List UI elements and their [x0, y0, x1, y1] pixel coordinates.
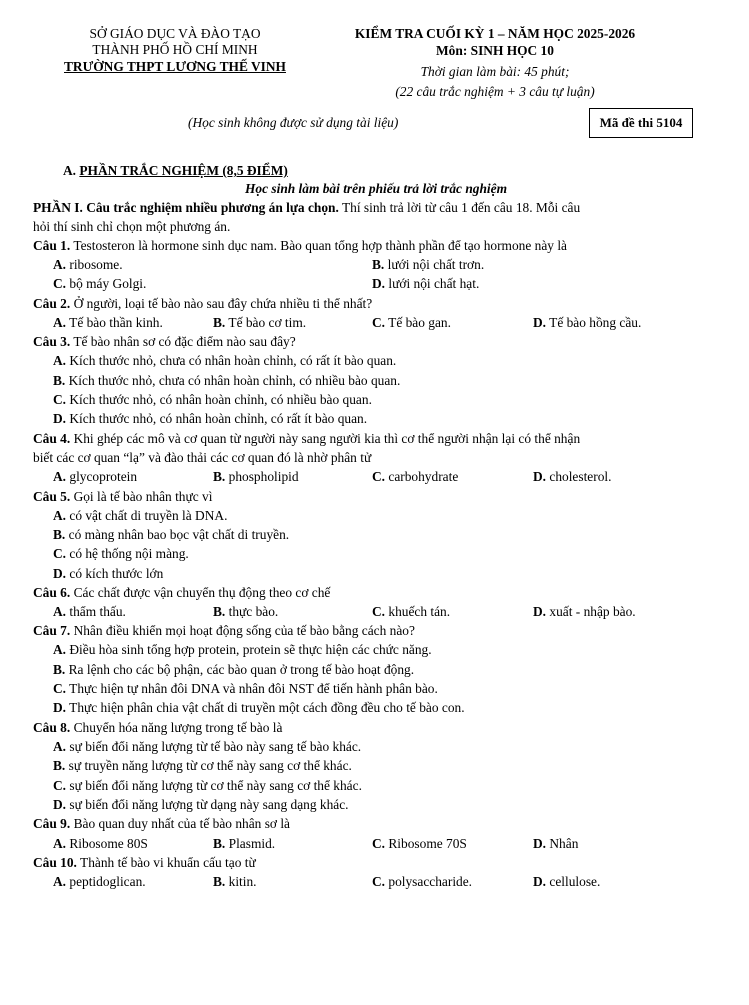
time-line: Thời gian làm bài: 45 phút;	[420, 64, 570, 79]
option-letter: C.	[53, 778, 67, 793]
option-letter: B.	[53, 662, 66, 677]
option-text: có kích thước lớn	[66, 566, 164, 581]
option-letter: C.	[372, 836, 386, 851]
question-3-option-d	[53, 411, 367, 427]
option-text: Kích thước nhỏ, có nhân hoàn chỉnh, có nhiều bào quan.	[66, 392, 372, 407]
question-2-option-c	[372, 315, 451, 331]
question-3-text: Tế bào nhân sơ có đặc điểm nào sau đây?	[70, 334, 296, 349]
question-9-label: Câu 9.	[33, 816, 71, 831]
question-2-text: Ở người, loại tế bào nào sau đây chứa nhiều ti thể nhất?	[70, 296, 373, 311]
question-2-label: Câu 2.	[33, 296, 71, 311]
option-text: sự biến đổi năng lượng từ dạng này sang dạng khác.	[66, 797, 349, 812]
option-text: Thực hiện phân chia vật chất di truyền một cách đồng đều cho tế bào con.	[66, 700, 465, 715]
option-letter: A.	[53, 315, 67, 330]
option-text: cholesterol.	[546, 469, 612, 484]
question-7-stem	[33, 623, 719, 638]
option-text: có vật chất di truyền là DNA.	[66, 508, 228, 523]
option-letter: D.	[533, 836, 547, 851]
option-letter: A.	[53, 353, 67, 368]
question-4-option-a	[53, 469, 137, 485]
option-letter: C.	[53, 681, 67, 696]
question-5-option-a	[53, 508, 227, 524]
exam-title: KIỂM TRA CUỐI KỲ 1 – NĂM HỌC 2025-2026	[354, 26, 636, 41]
question-4-text: Khi ghép các mô và cơ quan từ người này sang người kia thì cơ thể người nhận lại có thể nhận	[70, 431, 581, 446]
question-2-stem	[33, 296, 719, 311]
question-8-text: Chuyển hóa năng lượng trong tế bào là	[70, 720, 283, 735]
option-letter: A.	[53, 874, 67, 889]
option-letter: C.	[372, 469, 386, 484]
option-text: có màng nhân bao bọc vật chất di truyền.	[65, 527, 290, 542]
question-2-option-d	[533, 315, 641, 331]
part1-title: PHẦN I. Câu trắc nghiệm nhiều phương án lựa chọn.	[33, 200, 339, 215]
question-9-stem	[33, 816, 719, 831]
option-letter: A.	[53, 604, 67, 619]
question-8-option-d	[53, 797, 349, 813]
department-name: SỞ GIÁO DỤC VÀ ĐÀO TẠO	[89, 26, 261, 41]
question-7-text: Nhân điều khiển mọi hoạt động sống của tế bào bằng cách nào?	[70, 623, 415, 638]
section-a-prefix: A.	[63, 163, 80, 178]
option-text: phospholipid	[225, 469, 299, 484]
option-text: bộ máy Golgi.	[66, 276, 147, 291]
option-letter: A.	[53, 642, 67, 657]
question-10-stem	[33, 855, 719, 870]
question-9-option-b	[213, 836, 275, 852]
option-text: sự truyền năng lượng từ cơ thể này sang cơ thể khác.	[65, 758, 352, 773]
option-text: polysaccharide.	[385, 874, 473, 889]
question-7-option-c	[53, 681, 438, 697]
option-text: kitin.	[225, 874, 257, 889]
option-text: sự biến đổi năng lượng từ tế bào này sang tế bào khác.	[66, 739, 362, 754]
option-letter: C.	[53, 392, 67, 407]
question-10-label: Câu 10.	[33, 855, 77, 870]
school-name: TRƯỜNG THPT LƯƠNG THẾ VINH	[64, 59, 286, 74]
option-letter: D.	[533, 469, 547, 484]
option-text: cellulose.	[546, 874, 601, 889]
section-a-instruction: Học sinh làm bài trên phiếu trả lời trắc nghiệm	[244, 181, 508, 196]
question-10-option-d	[533, 874, 600, 890]
option-letter: A.	[53, 836, 67, 851]
question-4-stem-cont: biết các cơ quan “lạ” và đào thải các cơ quan đó là nhờ phân tử	[33, 450, 372, 465]
question-5-text: Gọi là tế bào nhân thực vì	[70, 489, 213, 504]
option-letter: B.	[53, 373, 66, 388]
question-2-option-a	[53, 315, 163, 331]
question-6-stem	[33, 585, 719, 600]
option-text: carbohydrate	[385, 469, 459, 484]
question-8-option-b	[53, 758, 352, 774]
no-documents-note: (Học sinh không được sử dụng tài liệu)	[188, 115, 399, 130]
option-text: sự biến đổi năng lượng từ cơ thể này sang cơ thể khác.	[66, 778, 362, 793]
option-letter: B.	[213, 874, 226, 889]
question-1-option-c	[53, 276, 146, 292]
question-10-option-c	[372, 874, 472, 890]
option-letter: A.	[53, 469, 67, 484]
option-letter: B.	[53, 527, 66, 542]
option-text: thực bào.	[225, 604, 279, 619]
question-7-option-d	[53, 700, 465, 716]
question-4-option-b	[213, 469, 299, 485]
option-text: Plasmid.	[225, 836, 276, 851]
section-a-heading	[63, 163, 288, 179]
question-4-option-c	[372, 469, 458, 485]
option-text: Ra lệnh cho các bộ phận, các bào quan ở trong tế bào hoạt động.	[65, 662, 415, 677]
option-text: Tế bào hồng cầu.	[546, 315, 642, 330]
option-letter: B.	[213, 315, 226, 330]
question-8-stem	[33, 720, 719, 735]
option-letter: D.	[372, 276, 386, 291]
question-1-option-d	[372, 276, 479, 292]
option-letter: D.	[533, 604, 547, 619]
question-5-option-b	[53, 527, 289, 543]
question-5-option-d	[53, 566, 163, 582]
question-3-stem	[33, 334, 719, 349]
option-letter: C.	[372, 604, 386, 619]
option-letter: A.	[53, 257, 67, 272]
option-text: Tế bào gan.	[385, 315, 451, 330]
question-9-option-d	[533, 836, 578, 852]
option-letter: D.	[53, 566, 67, 581]
question-3-option-a	[53, 353, 396, 369]
question-1-stem	[33, 238, 719, 253]
option-text: Tế bào cơ tim.	[225, 315, 307, 330]
option-text: Tế bào thần kinh.	[66, 315, 163, 330]
question-9-option-c	[372, 836, 467, 852]
question-6-label: Câu 6.	[33, 585, 71, 600]
option-text: lưới nội chất hạt.	[385, 276, 480, 291]
part1-text-2: hỏi thí sinh chỉ chọn một phương án.	[33, 219, 231, 234]
subject-line: Môn: SINH HỌC 10	[436, 43, 554, 58]
option-letter: D.	[533, 874, 547, 889]
option-text: khuếch tán.	[385, 604, 451, 619]
option-letter: D.	[533, 315, 547, 330]
composition-line: (22 câu trắc nghiệm + 3 câu tự luận)	[395, 84, 595, 99]
question-7-label: Câu 7.	[33, 623, 71, 638]
part1-line-1	[33, 200, 719, 215]
option-text: lưới nội chất trơn.	[384, 257, 485, 272]
question-4-option-d	[533, 469, 611, 485]
question-3-label: Câu 3.	[33, 334, 71, 349]
option-letter: C.	[53, 276, 67, 291]
option-letter: B.	[213, 836, 226, 851]
option-letter: D.	[53, 700, 67, 715]
city-name: THÀNH PHỐ HỒ CHÍ MINH	[92, 42, 258, 57]
question-3-option-c	[53, 392, 372, 408]
question-6-option-b	[213, 604, 278, 620]
question-8-option-a	[53, 739, 361, 755]
question-10-option-b	[213, 874, 257, 890]
option-letter: B.	[213, 604, 226, 619]
question-6-text: Các chất được vận chuyển thụ động theo cơ chế	[70, 585, 331, 600]
question-9-text: Bào quan duy nhất của tế bào nhân sơ là	[70, 816, 291, 831]
question-1-option-b	[372, 257, 484, 273]
option-text: Nhân	[546, 836, 579, 851]
option-letter: D.	[53, 411, 67, 426]
part1-text-1: Thí sinh trả lời từ câu 1 đến câu 18. Mỗi câu	[338, 200, 581, 215]
option-letter: B.	[213, 469, 226, 484]
section-a-title: PHẦN TRẮC NGHIỆM (8,5 ĐIỂM)	[79, 163, 288, 178]
question-6-option-a	[53, 604, 126, 620]
option-letter: B.	[53, 758, 66, 773]
option-text: Kích thước nhỏ, chưa có nhân hoàn chỉnh, có nhiều bào quan.	[65, 373, 401, 388]
option-text: thẩm thấu.	[66, 604, 126, 619]
option-letter: C.	[372, 315, 386, 330]
question-10-option-a	[53, 874, 146, 890]
option-text: xuất - nhập bào.	[546, 604, 636, 619]
option-text: Ribosome 80S	[66, 836, 148, 851]
question-7-option-b	[53, 662, 414, 678]
question-6-option-c	[372, 604, 450, 620]
question-5-stem	[33, 489, 719, 504]
question-8-option-c	[53, 778, 362, 794]
question-4-label: Câu 4.	[33, 431, 71, 446]
option-letter: A.	[53, 508, 67, 523]
option-letter: C.	[53, 546, 67, 561]
option-text: Thực hiện tự nhân đôi DNA và nhân đôi NST để tiến hành phân bào.	[66, 681, 438, 696]
question-9-option-a	[53, 836, 148, 852]
question-1-option-a	[53, 257, 123, 273]
question-1-label: Câu 1.	[33, 238, 71, 253]
option-letter: C.	[372, 874, 386, 889]
option-letter: A.	[53, 739, 67, 754]
option-text: Điều hòa sinh tổng hợp protein, protein sẽ thực hiện các chức năng.	[66, 642, 432, 657]
option-letter: D.	[53, 797, 67, 812]
question-5-label: Câu 5.	[33, 489, 71, 504]
option-text: Kích thước nhỏ, chưa có nhân hoàn chỉnh, có rất ít bào quan.	[66, 353, 397, 368]
question-2-option-b	[213, 315, 306, 331]
exam-code-box: Mã đề thi 5104	[589, 108, 693, 138]
option-text: ribosome.	[66, 257, 123, 272]
option-text: Ribosome 70S	[385, 836, 467, 851]
option-letter: B.	[372, 257, 385, 272]
option-text: Kích thước nhỏ, có nhân hoàn chỉnh, có rất ít bào quan.	[66, 411, 368, 426]
option-text: peptidoglican.	[66, 874, 146, 889]
question-4-stem	[33, 431, 719, 446]
question-1-text: Testosteron là hormone sinh dục nam. Bào quan tổng hợp thành phần để tạo hormone này là	[70, 238, 567, 253]
question-7-option-a	[53, 642, 432, 658]
option-text: có hệ thống nội màng.	[66, 546, 189, 561]
question-6-option-d	[533, 604, 636, 620]
question-10-text: Thành tế bào vi khuẩn cấu tạo từ	[76, 855, 256, 870]
option-text: glycoprotein	[66, 469, 138, 484]
question-8-label: Câu 8.	[33, 720, 71, 735]
question-5-option-c	[53, 546, 189, 562]
question-3-option-b	[53, 373, 400, 389]
